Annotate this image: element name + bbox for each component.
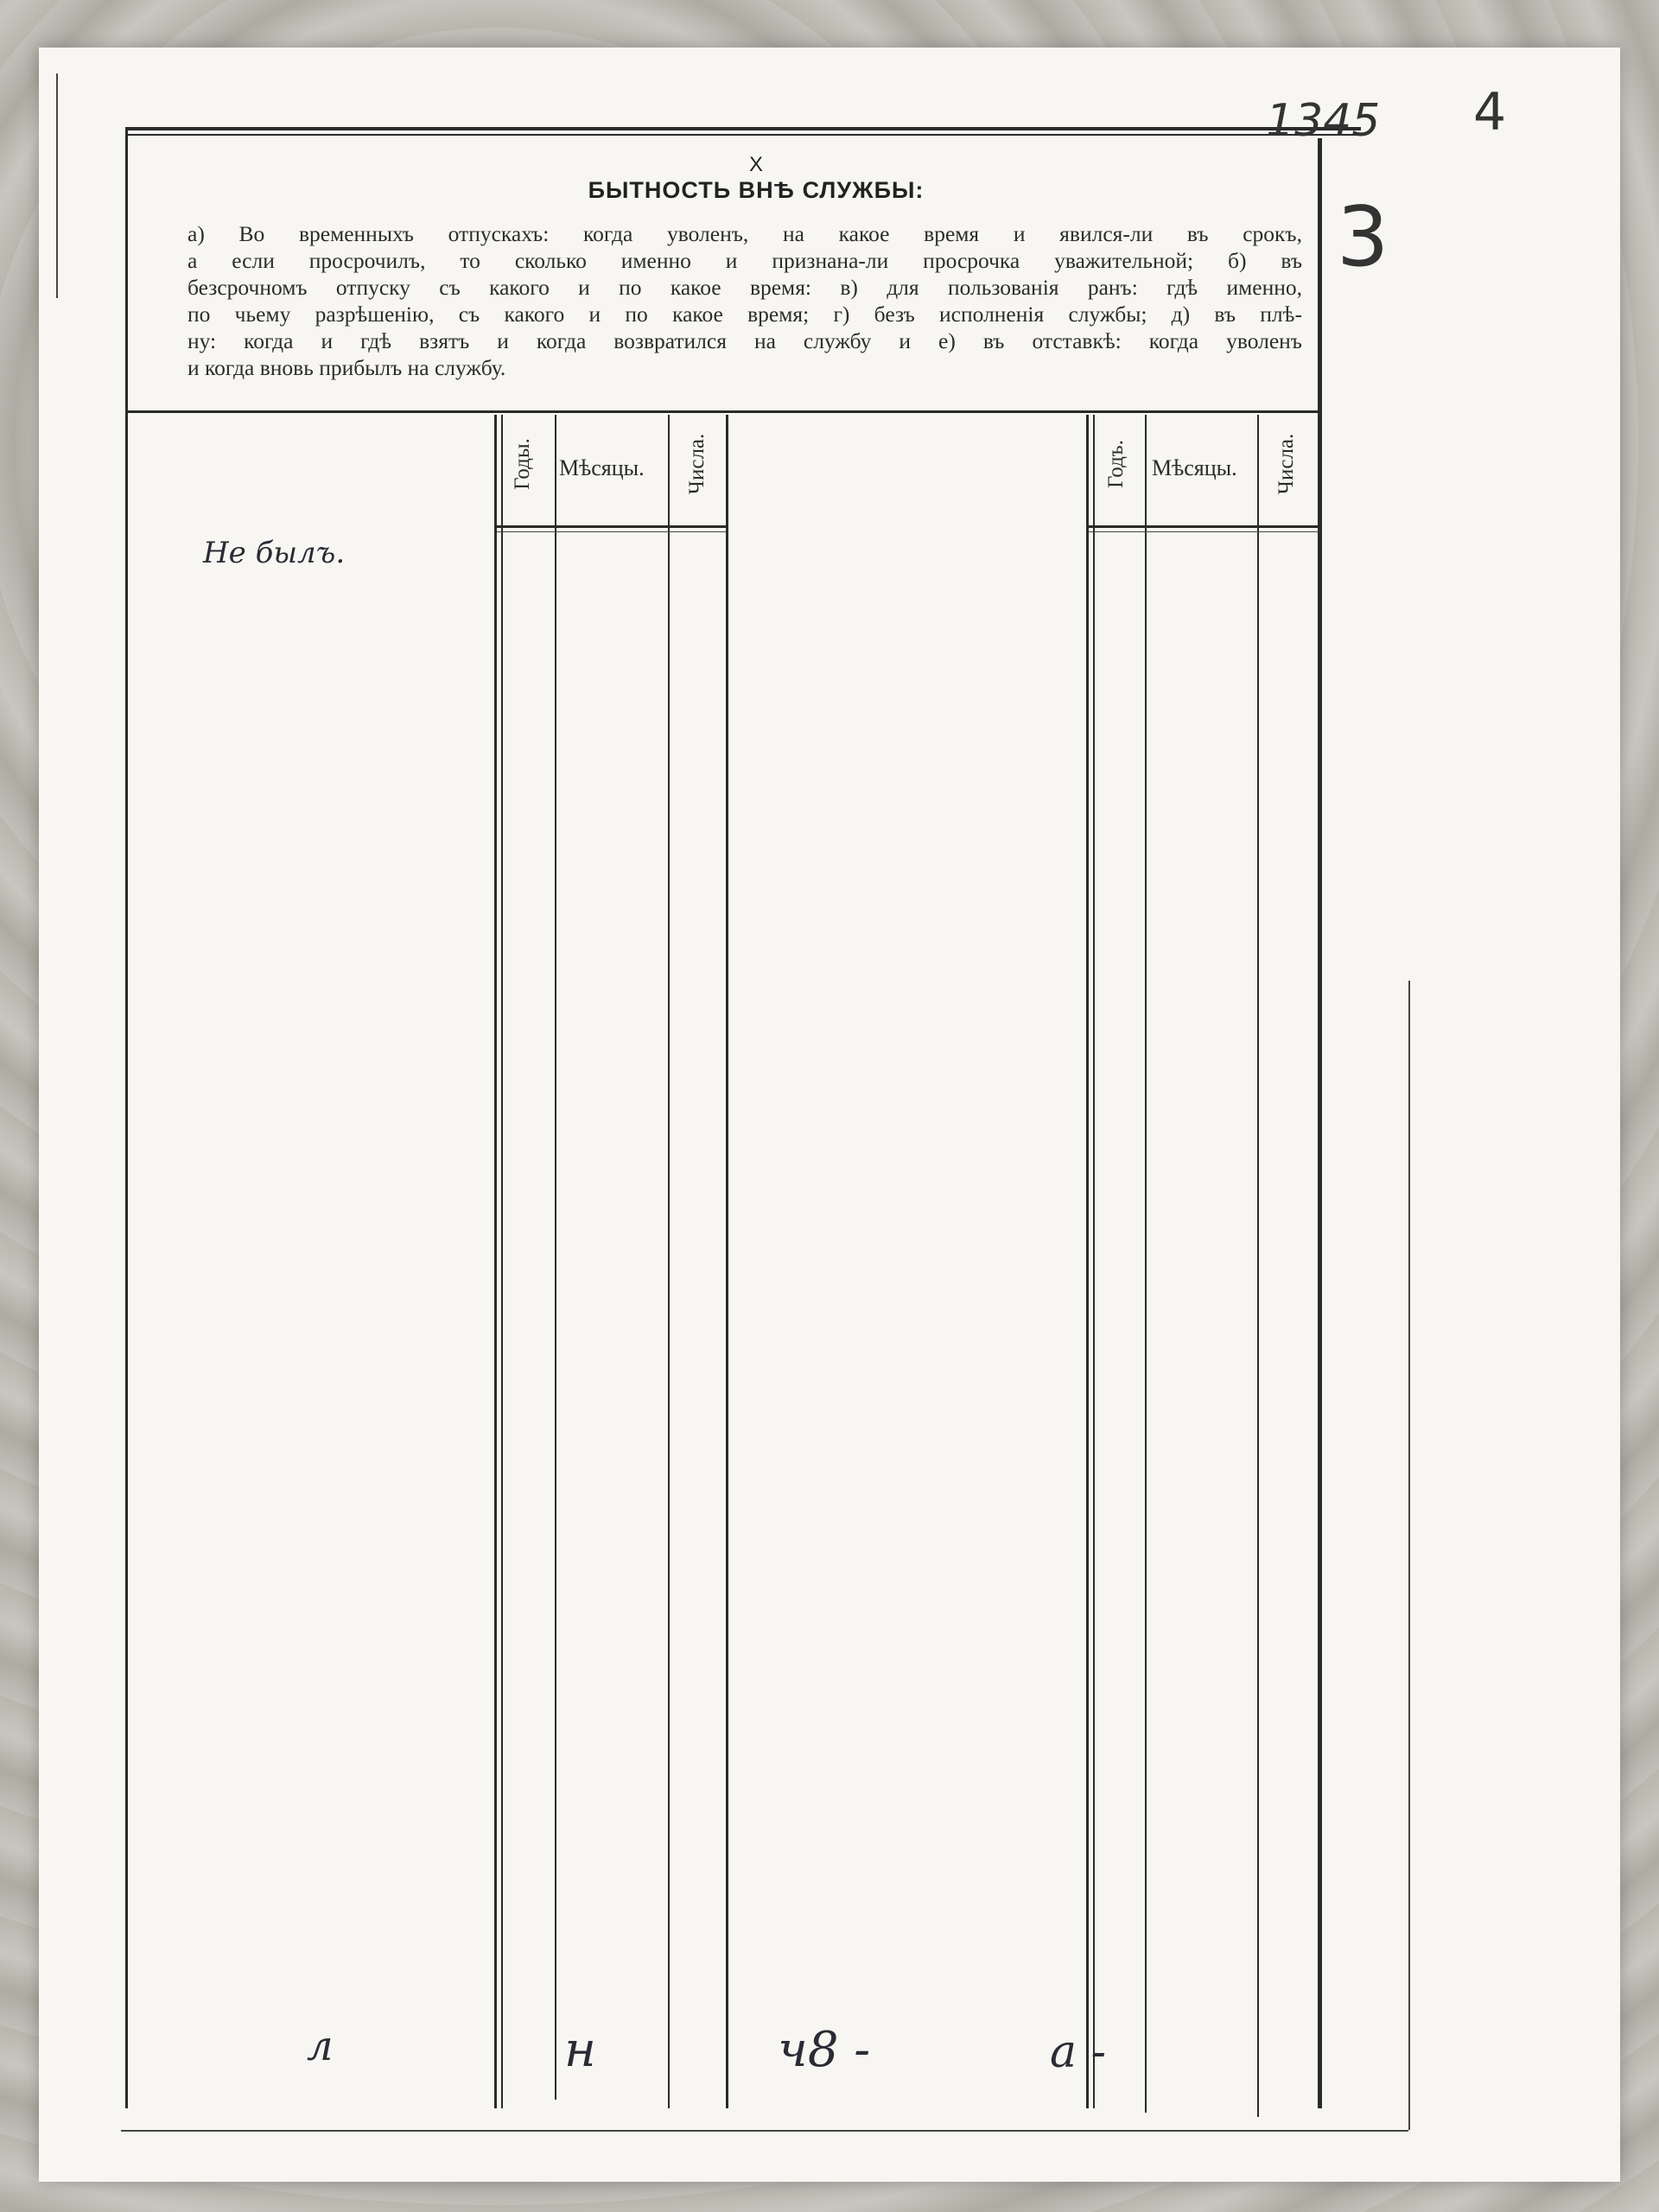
sheet-number-mark: 1345 <box>1266 95 1381 147</box>
left-colhead-rule <box>497 525 726 528</box>
instructions-text <box>188 220 1302 381</box>
section-number: X <box>748 153 763 176</box>
outer-left-border <box>56 73 58 298</box>
section-title: БЫТНОСТЬ ВНѢ СЛУЖБЫ: <box>588 177 925 203</box>
frame-top-border-inner <box>125 134 1361 136</box>
left-months-column-line <box>555 415 556 2100</box>
left-years-column-line <box>494 415 497 2108</box>
instruction-line: а) Во временныхъ отпускахъ: когда уволенъ, на какое время и явился-ли въ срокъ, <box>188 221 1302 246</box>
right-days-header: Числа. <box>1274 433 1298 495</box>
instruction-line: и когда вновь прибылъ на службу. <box>188 355 506 380</box>
right-years-header: Годъ. <box>1104 440 1128 488</box>
frame-top-border <box>125 127 1361 130</box>
right-months-header: Мѣсяцы. <box>1152 455 1237 480</box>
left-years-column-line-2 <box>501 415 503 2108</box>
handwritten-entry: Не былъ. <box>203 536 346 570</box>
left-days-header: Числа. <box>685 433 709 495</box>
left-days-column-line <box>668 415 670 2108</box>
outer-bottom-border <box>121 2130 1408 2132</box>
document-sheet <box>39 48 1620 2182</box>
left-years-header: Годы. <box>511 438 534 490</box>
page-number-mark: 4 <box>1473 82 1507 143</box>
frame-right-border <box>1318 138 1322 2108</box>
right-years-column-line-2 <box>1093 415 1095 2108</box>
instruction-line: ну: когда и гдѣ взятъ и когда возвратился на службу и е) въ отставкѣ: когда уволенъ <box>188 328 1302 353</box>
frame-left-border <box>125 130 128 2108</box>
right-colhead-rule <box>1089 525 1319 528</box>
left-colhead-rule-2 <box>497 531 726 532</box>
bottom-scribble: ч8 - <box>778 2022 871 2078</box>
bottom-scribble: л <box>307 2022 334 2070</box>
left-months-header: Мѣсяцы. <box>559 455 645 480</box>
folio-mark: 3 <box>1337 190 1389 285</box>
right-months-column-line <box>1145 415 1147 2113</box>
header-separator <box>125 410 1319 413</box>
instruction-line: безсрочномъ отпуску съ какого и по какое время: в) для пользованія ранъ: гдѣ именно, <box>188 275 1302 300</box>
instruction-line: а если просрочилъ, то сколько именно и признана-ли просрочка уважительной; б) въ <box>188 248 1302 273</box>
bottom-scribble: а - <box>1050 2026 1107 2078</box>
left-days-column-end-line <box>726 415 728 2108</box>
right-days-column-line <box>1257 415 1259 2117</box>
right-years-column-line <box>1086 415 1089 2108</box>
outer-right-border <box>1408 981 1410 2130</box>
instruction-line: по чьему разрѣшенію, съ какого и по какое время; г) безъ исполненія службы; д) въ плѣ- <box>188 302 1302 327</box>
right-colhead-rule-2 <box>1089 531 1319 532</box>
bottom-scribble: н <box>564 2022 596 2078</box>
